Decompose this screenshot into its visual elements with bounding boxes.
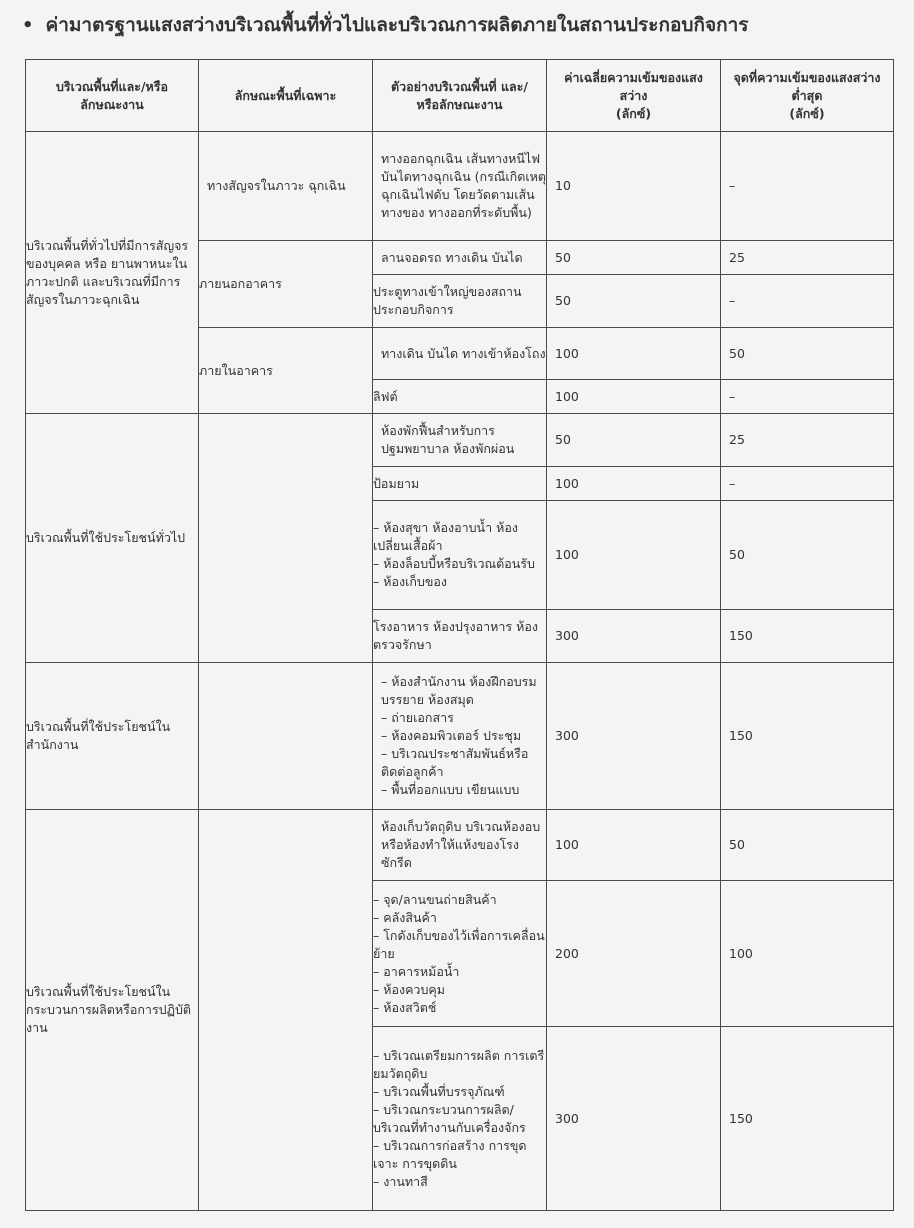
- characteristic-cell: [199, 663, 373, 810]
- minimum-lux-cell: –: [721, 275, 894, 328]
- average-lux-cell: 50: [547, 241, 721, 275]
- average-lux-cell: 300: [547, 663, 721, 810]
- area-cell: บริเวณพื้นที่ใช้ประโยชน์ในสำนักงาน: [26, 663, 199, 810]
- page-heading: [22, 10, 902, 40]
- average-lux-cell: 300: [547, 610, 721, 663]
- minimum-lux-cell: 150: [721, 610, 894, 663]
- example-line: – คลังสินค้า: [373, 909, 437, 925]
- average-lux-cell: 50: [547, 275, 721, 328]
- example-line: – ห้องสำนักงาน ห้องฝึกอบรม บรรยาย ห้องสมุด: [381, 674, 537, 707]
- example-line: – บริเวณกระบวนการผลิต/บริเวณที่ทำงานกับเครื่องจักร: [373, 1101, 526, 1135]
- example-line: – บริเวณพื้นที่บรรจุภัณฑ์: [373, 1083, 505, 1099]
- average-lux-cell: 300: [547, 1027, 721, 1211]
- example-cell: [373, 1027, 547, 1211]
- average-lux-cell: 10: [547, 132, 721, 241]
- header-average-label: ค่าเฉลี่ยความเข้มของแสงสว่าง: [564, 69, 703, 103]
- example-cell: ห้องเก็บวัตถุดิบ บริเวณห้องอบหรือห้องทำให้แห้งของโรงซักรีด: [373, 810, 547, 881]
- example-cell: ประตูทางเข้าใหญ่ของสถานประกอบกิจการ: [373, 275, 547, 328]
- lighting-standard-table: [25, 59, 894, 1211]
- example-line: – ห้องเก็บของ: [373, 574, 448, 589]
- header-minimum-unit: (ลักซ์): [789, 105, 825, 121]
- example-line: – งานทาสี: [373, 1173, 428, 1189]
- characteristic-cell: ภายในอาคาร: [199, 328, 373, 414]
- example-cell: โรงอาหาร ห้องปรุงอาหาร ห้องตรวจรักษา: [373, 610, 547, 663]
- example-line: – ห้องสุขา ห้องอาบน้ำ ห้องเปลี่ยนเสื้อผ้า: [373, 520, 518, 553]
- example-line: – โกดังเก็บของไว้เพื่อการเคลื่อนย้าย: [373, 927, 545, 961]
- example-line: – บริเวณเตรียมการผลิต การเตรียมวัตถุดิบ: [373, 1047, 545, 1081]
- header-minimum: [721, 60, 894, 132]
- minimum-lux-cell: –: [721, 132, 894, 241]
- area-cell: บริเวณพื้นที่ทั่วไปที่มีการสัญจรของบุคคล หรือ ยานพาหนะในภาวะปกติ และบริเวณที่มีการสัญจรในภาวะฉุกเฉิน: [26, 132, 199, 414]
- characteristic-cell: [199, 810, 373, 1211]
- header-minimum-label: จุดที่ความเข้มของแสงสว่างต่ำสุด: [733, 69, 881, 103]
- example-cell: [373, 663, 547, 810]
- header-characteristic: ลักษณะพื้นที่เฉพาะ: [199, 60, 373, 132]
- minimum-lux-cell: 50: [721, 501, 894, 610]
- minimum-lux-cell: 150: [721, 663, 894, 810]
- header-area: บริเวณพื้นที่และ/หรือลักษณะงาน: [26, 60, 199, 132]
- example-cell: ลานจอดรถ ทางเดิน บันได: [373, 241, 547, 275]
- average-lux-cell: 200: [547, 881, 721, 1027]
- example-cell: [373, 501, 547, 610]
- average-lux-cell: 100: [547, 328, 721, 380]
- minimum-lux-cell: 100: [721, 881, 894, 1027]
- example-cell: [373, 881, 547, 1027]
- characteristic-cell: ทางสัญจรในภาวะ ฉุกเฉิน: [199, 132, 373, 241]
- example-line: – พื้นที่ออกแบบ เขียนแบบ: [381, 782, 520, 797]
- bullet-icon: •: [22, 14, 34, 36]
- example-line: – บริเวณประชาสัมพันธ์หรือติดต่อลูกค้า: [381, 746, 529, 779]
- table-row: [26, 810, 894, 881]
- header-row: [26, 60, 894, 132]
- table-row: [26, 663, 894, 810]
- minimum-lux-cell: 25: [721, 241, 894, 275]
- example-line: – ห้องสวิตช์: [373, 999, 437, 1015]
- example-cell: ทางออกฉุกเฉิน เส้นทางหนีไฟ บันไดทางฉุกเฉิน (กรณีเกิดเหตุฉุกเฉินไฟดับ โดยวัดตามเส้นทางของ ทางออกที่ระดับพื้น): [373, 132, 547, 241]
- area-cell: บริเวณพื้นที่ใช้ประโยชน์ทั่วไป: [26, 414, 199, 663]
- example-line: – บริเวณการก่อสร้าง การขุดเจาะ การขุดดิน: [373, 1137, 527, 1171]
- example-line: – ห้องควบคุม: [373, 981, 445, 997]
- minimum-lux-cell: 150: [721, 1027, 894, 1211]
- average-lux-cell: 100: [547, 380, 721, 414]
- characteristic-cell: [199, 414, 373, 663]
- area-cell: บริเวณพื้นที่ใช้ประโยชน์ในกระบวนการผลิตหรือการปฏิบัติงาน: [26, 810, 199, 1211]
- table-row: [26, 132, 894, 241]
- example-cell: ลิฟต์: [373, 380, 547, 414]
- minimum-lux-cell: 25: [721, 414, 894, 467]
- example-line: – ห้องคอมพิวเตอร์ ประชุม: [381, 728, 522, 743]
- average-lux-cell: 100: [547, 467, 721, 501]
- example-cell: ทางเดิน บันได ทางเข้าห้องโถง: [373, 328, 547, 380]
- header-average-unit: (ลักซ์): [615, 105, 652, 121]
- average-lux-cell: 50: [547, 414, 721, 467]
- example-line: – อาคารหม้อน้ำ: [373, 963, 460, 979]
- average-lux-cell: 100: [547, 810, 721, 881]
- minimum-lux-cell: 50: [721, 328, 894, 380]
- heading-text: ค่ามาตรฐานแสงสว่างบริเวณพื้นที่ทั่วไปและบริเวณการผลิตภายในสถานประกอบกิจการ: [45, 14, 749, 36]
- header-example: ตัวอย่างบริเวณพื้นที่ และ/หรือลักษณะงาน: [373, 60, 547, 132]
- table-row: [26, 414, 894, 467]
- characteristic-cell: ภายนอกอาคาร: [199, 241, 373, 328]
- example-line: – ห้องล็อบบี้หรือบริเวณต้อนรับ: [373, 556, 535, 571]
- minimum-lux-cell: 50: [721, 810, 894, 881]
- average-lux-cell: 100: [547, 501, 721, 610]
- header-average: [547, 60, 721, 132]
- minimum-lux-cell: –: [721, 467, 894, 501]
- example-line: – ถ่ายเอกสาร: [381, 710, 454, 725]
- example-line: – จุด/ลานขนถ่ายสินค้า: [373, 891, 497, 907]
- example-cell: ป้อมยาม: [373, 467, 547, 501]
- minimum-lux-cell: –: [721, 380, 894, 414]
- example-cell: ห้องพักฟื้นสำหรับการปฐมพยาบาล ห้องพักผ่อน: [373, 414, 547, 467]
